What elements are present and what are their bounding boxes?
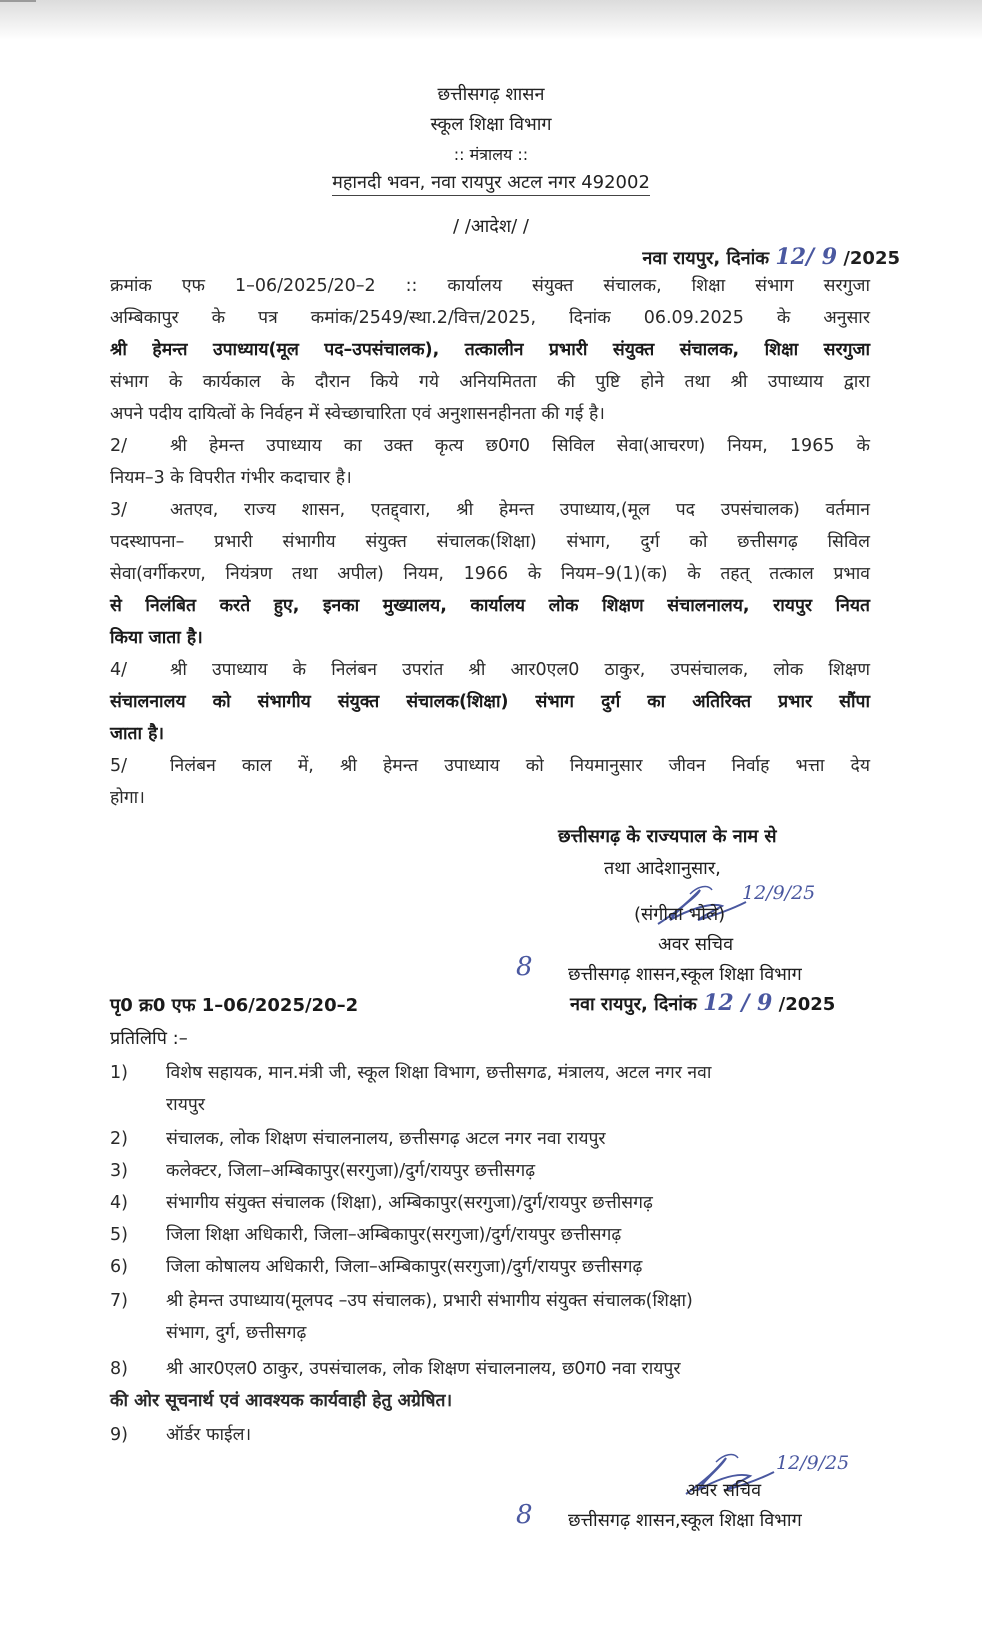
paragraph-5 bbox=[110, 750, 870, 814]
initial-mark-1: 8 bbox=[516, 952, 533, 982]
copy-number: 8) bbox=[110, 1359, 128, 1379]
paragraph-4 bbox=[110, 654, 870, 750]
copy-number: 7) bbox=[110, 1291, 128, 1311]
paragraph-text: निलंबन काल में, श्री हेमन्त उपाध्याय को नियमानुसार जीवन निर्वाह भत्ता देय bbox=[170, 756, 870, 776]
copy-number: 4) bbox=[110, 1193, 128, 1213]
authority-line-1: छत्तीसगढ़ के राज्यपाल के नाम से bbox=[558, 826, 777, 847]
copy-text: जिला शिक्षा अधिकारी, जिला–अम्बिकापुर(सरगुजा)/दुर्ग/रायपुर छत्तीसगढ़ bbox=[166, 1225, 622, 1245]
dateline-year: /2025 bbox=[843, 248, 900, 269]
copy-number: 1) bbox=[110, 1063, 128, 1083]
copy-text: ऑर्डर फाईल। bbox=[166, 1425, 252, 1445]
paragraph-number: 3/ bbox=[110, 500, 128, 520]
endorsement-handwritten-date: 12 / 9 bbox=[703, 990, 773, 1016]
signature-1-date: 12/9/25 bbox=[742, 882, 816, 904]
copy-item-3 bbox=[110, 1158, 535, 1182]
paragraph-number: 4/ bbox=[110, 660, 128, 680]
copy-item-6 bbox=[110, 1254, 642, 1278]
copy-text: जिला कोषालय अधिकारी, जिला–अम्बिकापुर(सरगुजा)/दुर्ग/रायपुर छत्तीसगढ़ bbox=[166, 1257, 643, 1277]
paragraph-text: अतएव, राज्य शासन, एतद्द्वारा, श्री हेमन्त उपाध्याय,(मूल पद उपसंचालक) वर्तमान bbox=[170, 500, 870, 520]
copy-item-7-cont: संभाग, दुर्ग, छत्तीसगढ़ bbox=[166, 1323, 307, 1343]
paragraph-1 bbox=[110, 270, 870, 430]
bottom-office: छत्तीसगढ़ शासन,स्कूल शिक्षा विभाग bbox=[568, 1510, 802, 1531]
copy-item-7 bbox=[110, 1288, 693, 1312]
copy-item-8 bbox=[110, 1356, 681, 1380]
paragraph-3 bbox=[110, 494, 870, 654]
dateline-place: नवा रायपुर, दिनांक bbox=[642, 248, 770, 269]
copy-text: संचालक, लोक शिक्षण संचालनालय, छत्तीसगढ़ अटल नगर नवा रायपुर bbox=[166, 1129, 606, 1149]
forward-note: की ओर सूचनार्थ एवं आवश्यक कार्यवाही हेतु अग्रेषित। bbox=[110, 1391, 453, 1411]
paragraph-line: श्री हेमन्त उपाध्याय(मूल पद–उपसंचालक), तत्कालीन प्रभारी संयुक्त संचालक, शिक्षा सरगुजा bbox=[110, 340, 870, 360]
paragraph-line: संचालनालय को संभागीय संयुक्त संचालक(शिक्षा) संभाग दुर्ग का अतिरिक्त प्रभार सौंपा bbox=[110, 692, 870, 712]
paragraph-line: सेवा(वर्गीकरण, नियंत्रण तथा अपील) नियम, 1966 के नियम–9(1)(क) के तहत् तत्काल प्रभाव bbox=[110, 564, 870, 584]
paragraph-line: जाता है। bbox=[110, 724, 165, 744]
paragraph-2 bbox=[110, 430, 870, 494]
bottom-designation: अवर सचिव bbox=[686, 1480, 762, 1501]
authority-line-2: तथा आदेशानुसार, bbox=[604, 858, 721, 879]
copy-number: 3) bbox=[110, 1161, 128, 1181]
paragraph-number: 2/ bbox=[110, 436, 128, 456]
dateline bbox=[642, 244, 900, 270]
endorsement-dateline bbox=[570, 990, 835, 1016]
paragraph-line: पदस्थापना– प्रभारी संभागीय संयुक्त संचालक(शिक्षा) संभाग, दुर्ग को छत्तीसगढ़ सिविल bbox=[110, 532, 870, 552]
copy-item-4 bbox=[110, 1190, 653, 1214]
endorsement-year: /2025 bbox=[778, 994, 836, 1015]
initial-mark-2: 8 bbox=[516, 1500, 533, 1530]
copy-number: 6) bbox=[110, 1257, 128, 1277]
copy-heading: प्रतिलिपि :– bbox=[110, 1028, 188, 1049]
copy-number: 5) bbox=[110, 1225, 128, 1245]
paragraph-line: होगा। bbox=[110, 788, 145, 808]
signature-2-date: 12/9/25 bbox=[776, 1452, 850, 1474]
copy-text: श्री आर0एल0 ठाकुर, उपसंचालक, लोक शिक्षण संचालनालय, छ0ग0 नवा रायपुर bbox=[166, 1359, 681, 1379]
signatory-name: (संगीता भोले) bbox=[634, 904, 726, 925]
paragraph-line: नियम–3 के विपरीत गंभीर कदाचार है। bbox=[110, 468, 352, 488]
paragraph-line: क्रमांक एफ 1–06/2025/20–2 :: कार्यालय संयुक्त संचालक, शिक्षा संभाग सरगुजा bbox=[110, 276, 870, 296]
endorsement-number: पृ0 क्र0 एफ 1–06/2025/20–2 bbox=[110, 995, 359, 1016]
copy-item-2 bbox=[110, 1126, 606, 1150]
dateline-handwritten-date: 12/ 9 bbox=[775, 244, 838, 270]
paragraph-line: अम्बिकापुर के पत्र कमांक/2549/स्था.2/वित्त/2025, दिनांक 06.09.2025 के अनुसार bbox=[110, 308, 870, 328]
paragraph-line: से निलंबित करते हुए, इनका मुख्यालय, कार्यालय लोक शिक्षण संचालनालय, रायपुर नियत bbox=[110, 596, 870, 616]
header-address: महानदी भवन, नवा रायपुर अटल नगर 492002 bbox=[332, 172, 650, 196]
copy-text: संभागीय संयुक्त संचालक (शिक्षा), अम्बिकापुर(सरगुजा)/दुर्ग/रायपुर छत्तीसगढ़ bbox=[166, 1193, 653, 1213]
header-government: छत्तीसगढ़ शासन bbox=[437, 84, 545, 105]
paragraph-line bbox=[110, 430, 870, 462]
copy-item-9 bbox=[110, 1422, 251, 1446]
paragraph-line bbox=[110, 750, 870, 782]
header-ministry: :: मंत्रालय :: bbox=[453, 145, 529, 164]
copy-text: कलेक्टर, जिला–अम्बिकापुर(सरगुजा)/दुर्ग/रायपुर छत्तीसगढ़ bbox=[166, 1161, 536, 1181]
order-title: / /आदेश/ / bbox=[453, 216, 529, 237]
header-address-wrap bbox=[0, 170, 982, 194]
signatory-office: छत्तीसगढ़ शासन,स्कूल शिक्षा विभाग bbox=[568, 964, 802, 985]
copy-number: 9) bbox=[110, 1425, 128, 1445]
copy-text: विशेष सहायक, मान.मंत्री जी, स्कूल शिक्षा विभाग, छत्तीसगढ, मंत्रालय, अटल नगर नवा bbox=[166, 1063, 712, 1083]
paragraph-text: श्री उपाध्याय के निलंबन उपरांत श्री आर0एल0 ठाकुर, उपसंचालक, लोक शिक्षण bbox=[170, 660, 870, 680]
paragraph-line bbox=[110, 494, 870, 526]
copy-item-5 bbox=[110, 1222, 621, 1246]
copy-item-1-cont: रायपुर bbox=[166, 1095, 205, 1115]
signatory-designation: अवर सचिव bbox=[658, 934, 734, 955]
endorsement-place: नवा रायपुर, दिनांक bbox=[570, 994, 697, 1015]
paragraph-number: 5/ bbox=[110, 756, 128, 776]
paragraph-text: श्री हेमन्त उपाध्याय का उक्त कृत्य छ0ग0 सिविल सेवा(आचरण) नियम, 1965 के bbox=[170, 436, 870, 456]
copy-number: 2) bbox=[110, 1129, 128, 1149]
copy-item-1 bbox=[110, 1060, 711, 1084]
copy-text: श्री हेमन्त उपाध्याय(मूलपद –उप संचालक), प्रभारी संभागीय संयुक्त संचालक(शिक्षा) bbox=[166, 1291, 693, 1311]
header-department: स्कूल शिक्षा विभाग bbox=[430, 114, 552, 135]
paragraph-line: संभाग के कार्यकाल के दौरान किये गये अनियमितता की पुष्टि होने तथा श्री उपाध्याय द्वारा bbox=[110, 372, 870, 392]
paragraph-line: किया जाता है। bbox=[110, 628, 203, 648]
paragraph-line: अपने पदीय दायित्वों के निर्वहन में स्वेच्छाचारिता एवं अनुशासनहीनता की गई है। bbox=[110, 404, 605, 424]
paragraph-line bbox=[110, 654, 870, 686]
